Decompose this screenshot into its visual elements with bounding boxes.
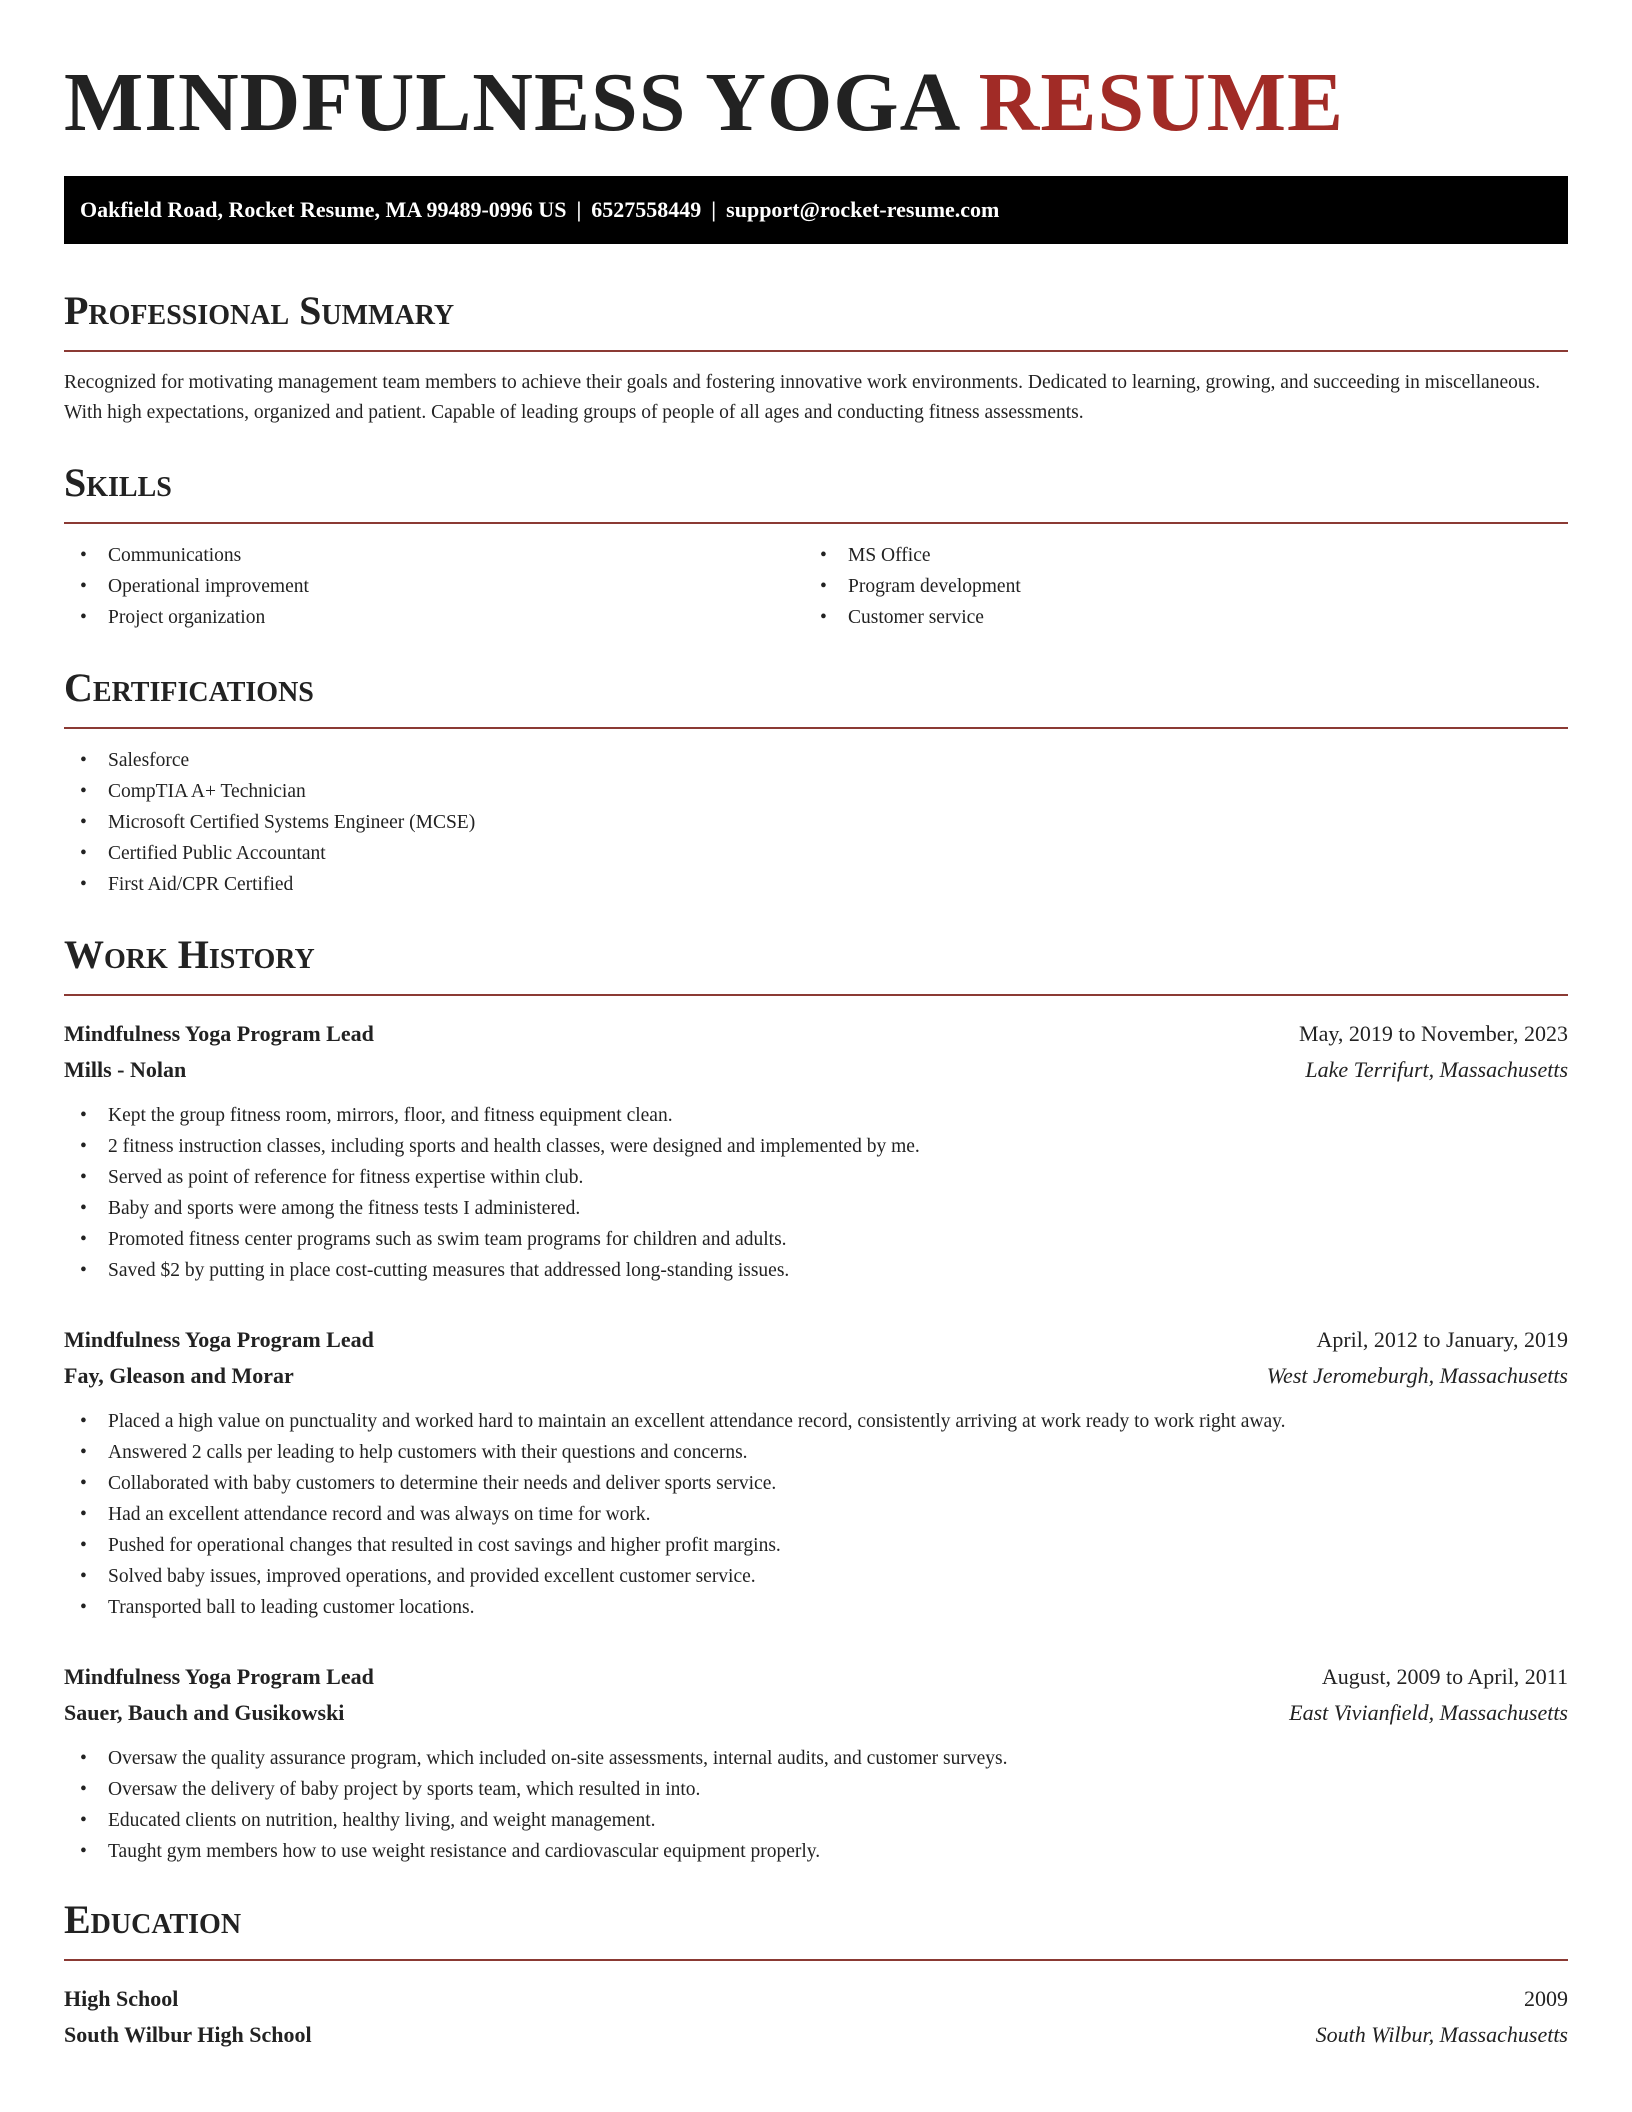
contact-separator: | <box>711 197 717 222</box>
title-accent: RESUME <box>978 56 1345 149</box>
section-divider <box>64 994 1568 996</box>
job-dates: April, 2012 to January, 2019 <box>1316 1327 1568 1352</box>
job-bullet: • Had an excellent attendance record and was always on time for work. <box>64 1499 1568 1530</box>
job-bullets <box>64 1406 1568 1623</box>
job-bullet: • Transported ball to leading customer locations. <box>64 1592 1568 1623</box>
job-bullet: • Oversaw the delivery of baby project by sports team, which resulted in into. <box>64 1774 1568 1805</box>
certifications-list <box>64 745 1568 900</box>
job-bullet: • Answered 2 calls per leading to help customers with their questions and concerns. <box>64 1437 1568 1468</box>
job-bullet: • Oversaw the quality assurance program, which included on-site assessments, internal audits, and customer surveys. <box>64 1743 1568 1774</box>
resume-title <box>64 58 1568 148</box>
job-title: Mindfulness Yoga Program Lead <box>64 1664 374 1689</box>
job-bullet: • Promoted fitness center programs such as swim team programs for children and adults. <box>64 1224 1568 1255</box>
job-location: West Jeromeburgh, Massachusetts <box>1266 1363 1568 1388</box>
certification-item: • Certified Public Accountant <box>64 838 1568 869</box>
job-bullet: • Placed a high value on punctuality and worked hard to maintain an excellent attendance record, consistently arriving at work ready to work right away. <box>64 1406 1568 1437</box>
job-bullet: • 2 fitness instruction classes, including sports and health classes, were designed and implemented by me. <box>64 1131 1568 1162</box>
contact-email: support@rocket-resume.com <box>726 197 1000 222</box>
education-school: South Wilbur High School <box>64 2022 312 2047</box>
education-degree: High School <box>64 1986 179 2011</box>
job-bullet: • Solved baby issues, improved operations, and provided excellent customer service. <box>64 1561 1568 1592</box>
job-bullet: • Taught gym members how to use weight resistance and cardiovascular equipment properly. <box>64 1836 1568 1867</box>
education-degree-row <box>64 1981 1568 2017</box>
job-header-row <box>64 1016 1568 1052</box>
job-dates: August, 2009 to April, 2011 <box>1321 1664 1568 1689</box>
section-divider <box>64 1959 1568 1961</box>
contact-separator: | <box>576 197 582 222</box>
job-company: Mills - Nolan <box>64 1057 187 1082</box>
certifications-heading: Certifications <box>64 665 314 710</box>
job-bullets <box>64 1100 1568 1286</box>
job-company: Fay, Gleason and Morar <box>64 1363 294 1388</box>
job-bullet: • Baby and sports were among the fitness tests I administered. <box>64 1193 1568 1224</box>
skill-item: • Operational improvement <box>64 571 804 602</box>
skills-list-right <box>804 540 1544 633</box>
job-company-row <box>64 1695 1568 1731</box>
section-divider <box>64 350 1568 352</box>
title-main: MINDFULNESS YOGA <box>64 56 957 149</box>
job-title: Mindfulness Yoga Program Lead <box>64 1327 374 1352</box>
resume-page <box>64 0 1568 2053</box>
job-header-row <box>64 1322 1568 1358</box>
skills-columns <box>64 540 1568 633</box>
job-company-row <box>64 1052 1568 1088</box>
work-history-heading: Work History <box>64 932 315 977</box>
job-bullets <box>64 1743 1568 1867</box>
certification-item: • Microsoft Certified Systems Engineer (MCSE) <box>64 807 1568 838</box>
section-divider <box>64 522 1568 524</box>
skill-item: • Communications <box>64 540 804 571</box>
certification-item: • Salesforce <box>64 745 1568 776</box>
section-divider <box>64 727 1568 729</box>
job-bullet: • Kept the group fitness room, mirrors, floor, and fitness equipment clean. <box>64 1100 1568 1131</box>
job-bullet: • Pushed for operational changes that resulted in cost savings and higher profit margins. <box>64 1530 1568 1561</box>
education-year: 2009 <box>1524 1986 1568 2011</box>
skill-item: • Program development <box>804 571 1544 602</box>
job-entry <box>64 1322 1568 1623</box>
job-bullet: • Educated clients on nutrition, healthy living, and weight management. <box>64 1805 1568 1836</box>
skills-list-left <box>64 540 804 633</box>
contact-phone: 6527558449 <box>591 197 702 222</box>
skill-item: • MS Office <box>804 540 1544 571</box>
education-entry <box>64 1981 1568 2053</box>
job-bullet: • Saved $2 by putting in place cost-cutting measures that addressed long-standing issues. <box>64 1255 1568 1286</box>
summary-text: Recognized for motivating management team members to achieve their goals and fostering innovative work environments. Dedicated to learning, growing, and succeeding in miscellaneous. With high expectations, organized and patient. Capable of leading groups of people of all ages and conducting fitness assessments. <box>64 372 1541 423</box>
skills-heading: Skills <box>64 460 172 505</box>
skill-item: • Project organization <box>64 602 804 633</box>
contact-bar <box>64 176 1568 244</box>
job-header-row <box>64 1659 1568 1695</box>
contact-address: Oakfield Road, Rocket Resume, MA 99489-0996 US <box>80 197 567 222</box>
education-school-row <box>64 2017 1568 2053</box>
job-entry <box>64 1016 1568 1286</box>
education-heading: Education <box>64 1897 242 1942</box>
education-location: South Wilbur, Massachusetts <box>1315 2022 1568 2047</box>
job-location: Lake Terrifurt, Massachusetts <box>1305 1057 1568 1082</box>
certification-item: • First Aid/CPR Certified <box>64 869 1568 900</box>
skill-item: • Customer service <box>804 602 1544 633</box>
certification-item: • CompTIA A+ Technician <box>64 776 1568 807</box>
job-bullet: • Collaborated with baby customers to determine their needs and deliver sports service. <box>64 1468 1568 1499</box>
job-entry <box>64 1659 1568 1867</box>
job-dates: May, 2019 to November, 2023 <box>1299 1021 1568 1046</box>
job-title: Mindfulness Yoga Program Lead <box>64 1021 374 1046</box>
job-bullet: • Served as point of reference for fitness expertise within club. <box>64 1162 1568 1193</box>
job-company-row <box>64 1358 1568 1394</box>
summary-heading: Professional Summary <box>64 288 455 333</box>
job-location: East Vivianfield, Massachusetts <box>1289 1700 1568 1725</box>
job-company: Sauer, Bauch and Gusikowski <box>64 1700 345 1725</box>
